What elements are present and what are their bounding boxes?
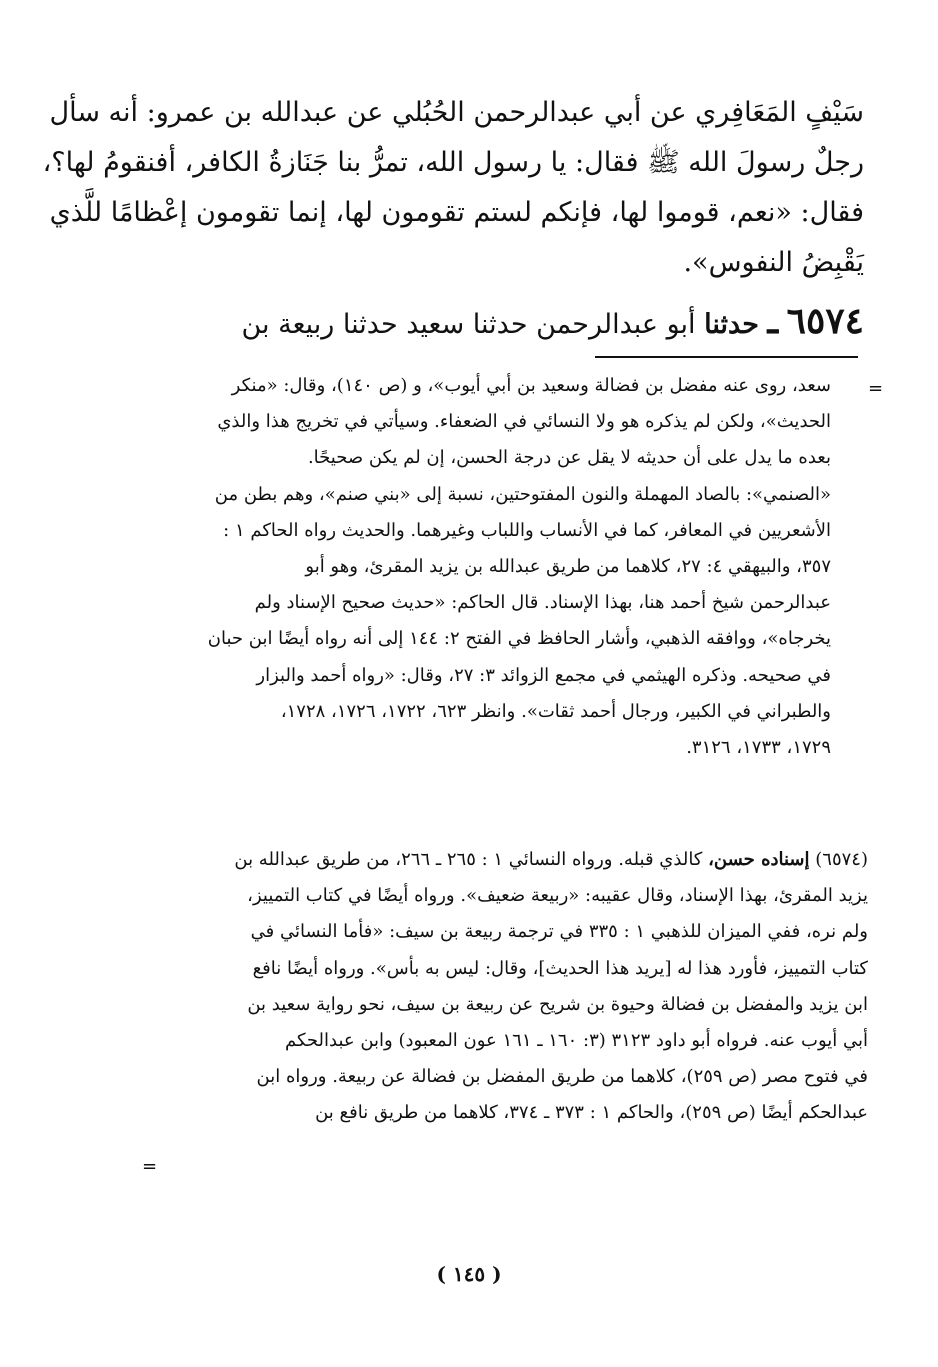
footnote-line: ولم نره، ففي الميزان للذهبي ١ : ٣٣٥ في ترجمة ربيعة بن سيف: «فأما النسائي في (250, 921, 868, 943)
footnote-divider (595, 356, 858, 358)
footnote-line: في صحيحه. وذكره الهيثمي في مجمع الزوائد ٣: ٢٧، وقال: «رواه أحمد والبزار (256, 664, 831, 686)
page-number: ( ١٤٥ ) (436, 1262, 502, 1286)
footnote-line: كتاب التمييز، فأورد هذا له [يريد هذا الحديث]، وقال: ليس به بأس». ورواه أيضًا نافع (252, 957, 868, 979)
main-text-line: يَقْبِضُ النفوس». (683, 247, 864, 278)
footnote-line: عبدالرحمن شيخ أحمد هنا، بهذا الإسناد. قال الحاكم: «حديث صحيح الإسناد ولم (254, 592, 831, 614)
footnote-number: (٦٥٧٤) (815, 849, 868, 870)
hadith-text: أبو عبدالرحمن حدثنا سعيد حدثنا ربيعة بن (241, 309, 696, 340)
footnote-line: «الصنمي»: بالصاد المهملة والنون المفتوحتين، نسبة إلى «بني صنم»، وهم بطن من (214, 483, 831, 505)
hadith-dash: ـ (767, 300, 779, 342)
footnote-line: أبي أيوب عنه. فرواه أبو داود ٣١٢٣ (٣: ١٦٠ ـ ١٦١ عون المعبود) وابن عبدالحكم (284, 1029, 868, 1051)
main-text-block (42, 88, 864, 288)
continuation-mark-top: = (868, 378, 884, 399)
footnote-line: الحديث»، ولكن لم يذكره هو ولا النسائي في الضعفاء. وسيأتي في تخريج هذا والذي (217, 411, 831, 433)
main-text-line: سَيْفٍ المَعَافِري عن أبي عبدالرحمن الحُبُلي عن عبدالله بن عمرو: أنه سأل (49, 97, 864, 128)
footnote-line: يخرجاه»، ووافقه الذهبي، وأشار الحافظ في الفتح ٢: ١٤٤ إلى أنه رواه أيضًا ابن حبان (207, 628, 831, 650)
continuation-mark-bottom: = (142, 1156, 158, 1177)
hadith-number: ٦٥٧٤ (786, 300, 864, 342)
footnote-text: كالذي قبله. ورواه النسائي ١ : ٢٦٥ ـ ٢٦٦، من طريق عبدالله بن (234, 849, 703, 870)
footnote-line: والطبراني في الكبير، ورجال أحمد ثقات». وانظر ٦٢٣، ١٧٢٢، ١٧٢٦، ١٧٢٨، (280, 700, 831, 722)
footnote-6574 (155, 842, 868, 1132)
footnote-line: ابن يزيد والمفضل بن فضالة وحيوة بن شريح عن ربيعة بن سيف، نحو رواية سعيد بن (247, 993, 868, 1015)
footnote-line: في فتوح مصر (ص ٢٥٩)، كلاهما من طريق المفضل بن فضالة عن ربيعة. ورواه ابن (256, 1066, 868, 1088)
footnote-line: ١٧٢٩، ١٧٣٣، ٣١٢٦. (686, 736, 831, 758)
footnote-line: ٣٥٧، والبيهقي ٤: ٢٧، كلاهما من طريق عبدالله بن يزيد المقرئ، وهو أبو (305, 555, 831, 577)
footnote-line: يزيد المقرئ، بهذا الإسناد، وقال عقيبه: «ربيعة ضعيف». ورواه أيضًا في كتاب التمييز، (247, 885, 868, 907)
hadith-heading (150, 296, 864, 350)
footnote-line: عبدالحكم أيضًا (ص ٢٥٩)، والحاكم ١ : ٣٧٣ ـ ٣٧٤، كلاهما من طريق نافع بن (315, 1102, 868, 1124)
footnote-continued (155, 368, 831, 766)
footnote-line: بعده ما يدل على أن حديثه لا يقل عن درجة الحسن، إن لم يكن صحيحًا. (307, 447, 831, 469)
isnad-grade: إسناده حسن، (708, 849, 810, 870)
footnote-first-line (155, 842, 868, 878)
footnote-line: الأشعريين في المعافر، كما في الأنساب واللباب وغيرهما. والحديث رواه الحاكم ١ : (223, 519, 831, 541)
main-text-line: رجلٌ رسولَ الله ﷺ فقال: يا رسول الله، تمرُّ بنا جَنَازةُ الكافر، أفنقومُ لها؟، (42, 147, 864, 178)
footnote-line: سعد، روى عنه مفضل بن فضالة وسعيد بن أبي أيوب»، و (ص ١٤٠)، وقال: «منكر (231, 375, 831, 396)
hadith-haddathana: حدثنا (704, 309, 759, 340)
main-text-line: فقال: «نعم، قوموا لها، فإنكم لستم تقومون لها، إنما تقومون إعْظامًا للَّذي (49, 197, 864, 228)
